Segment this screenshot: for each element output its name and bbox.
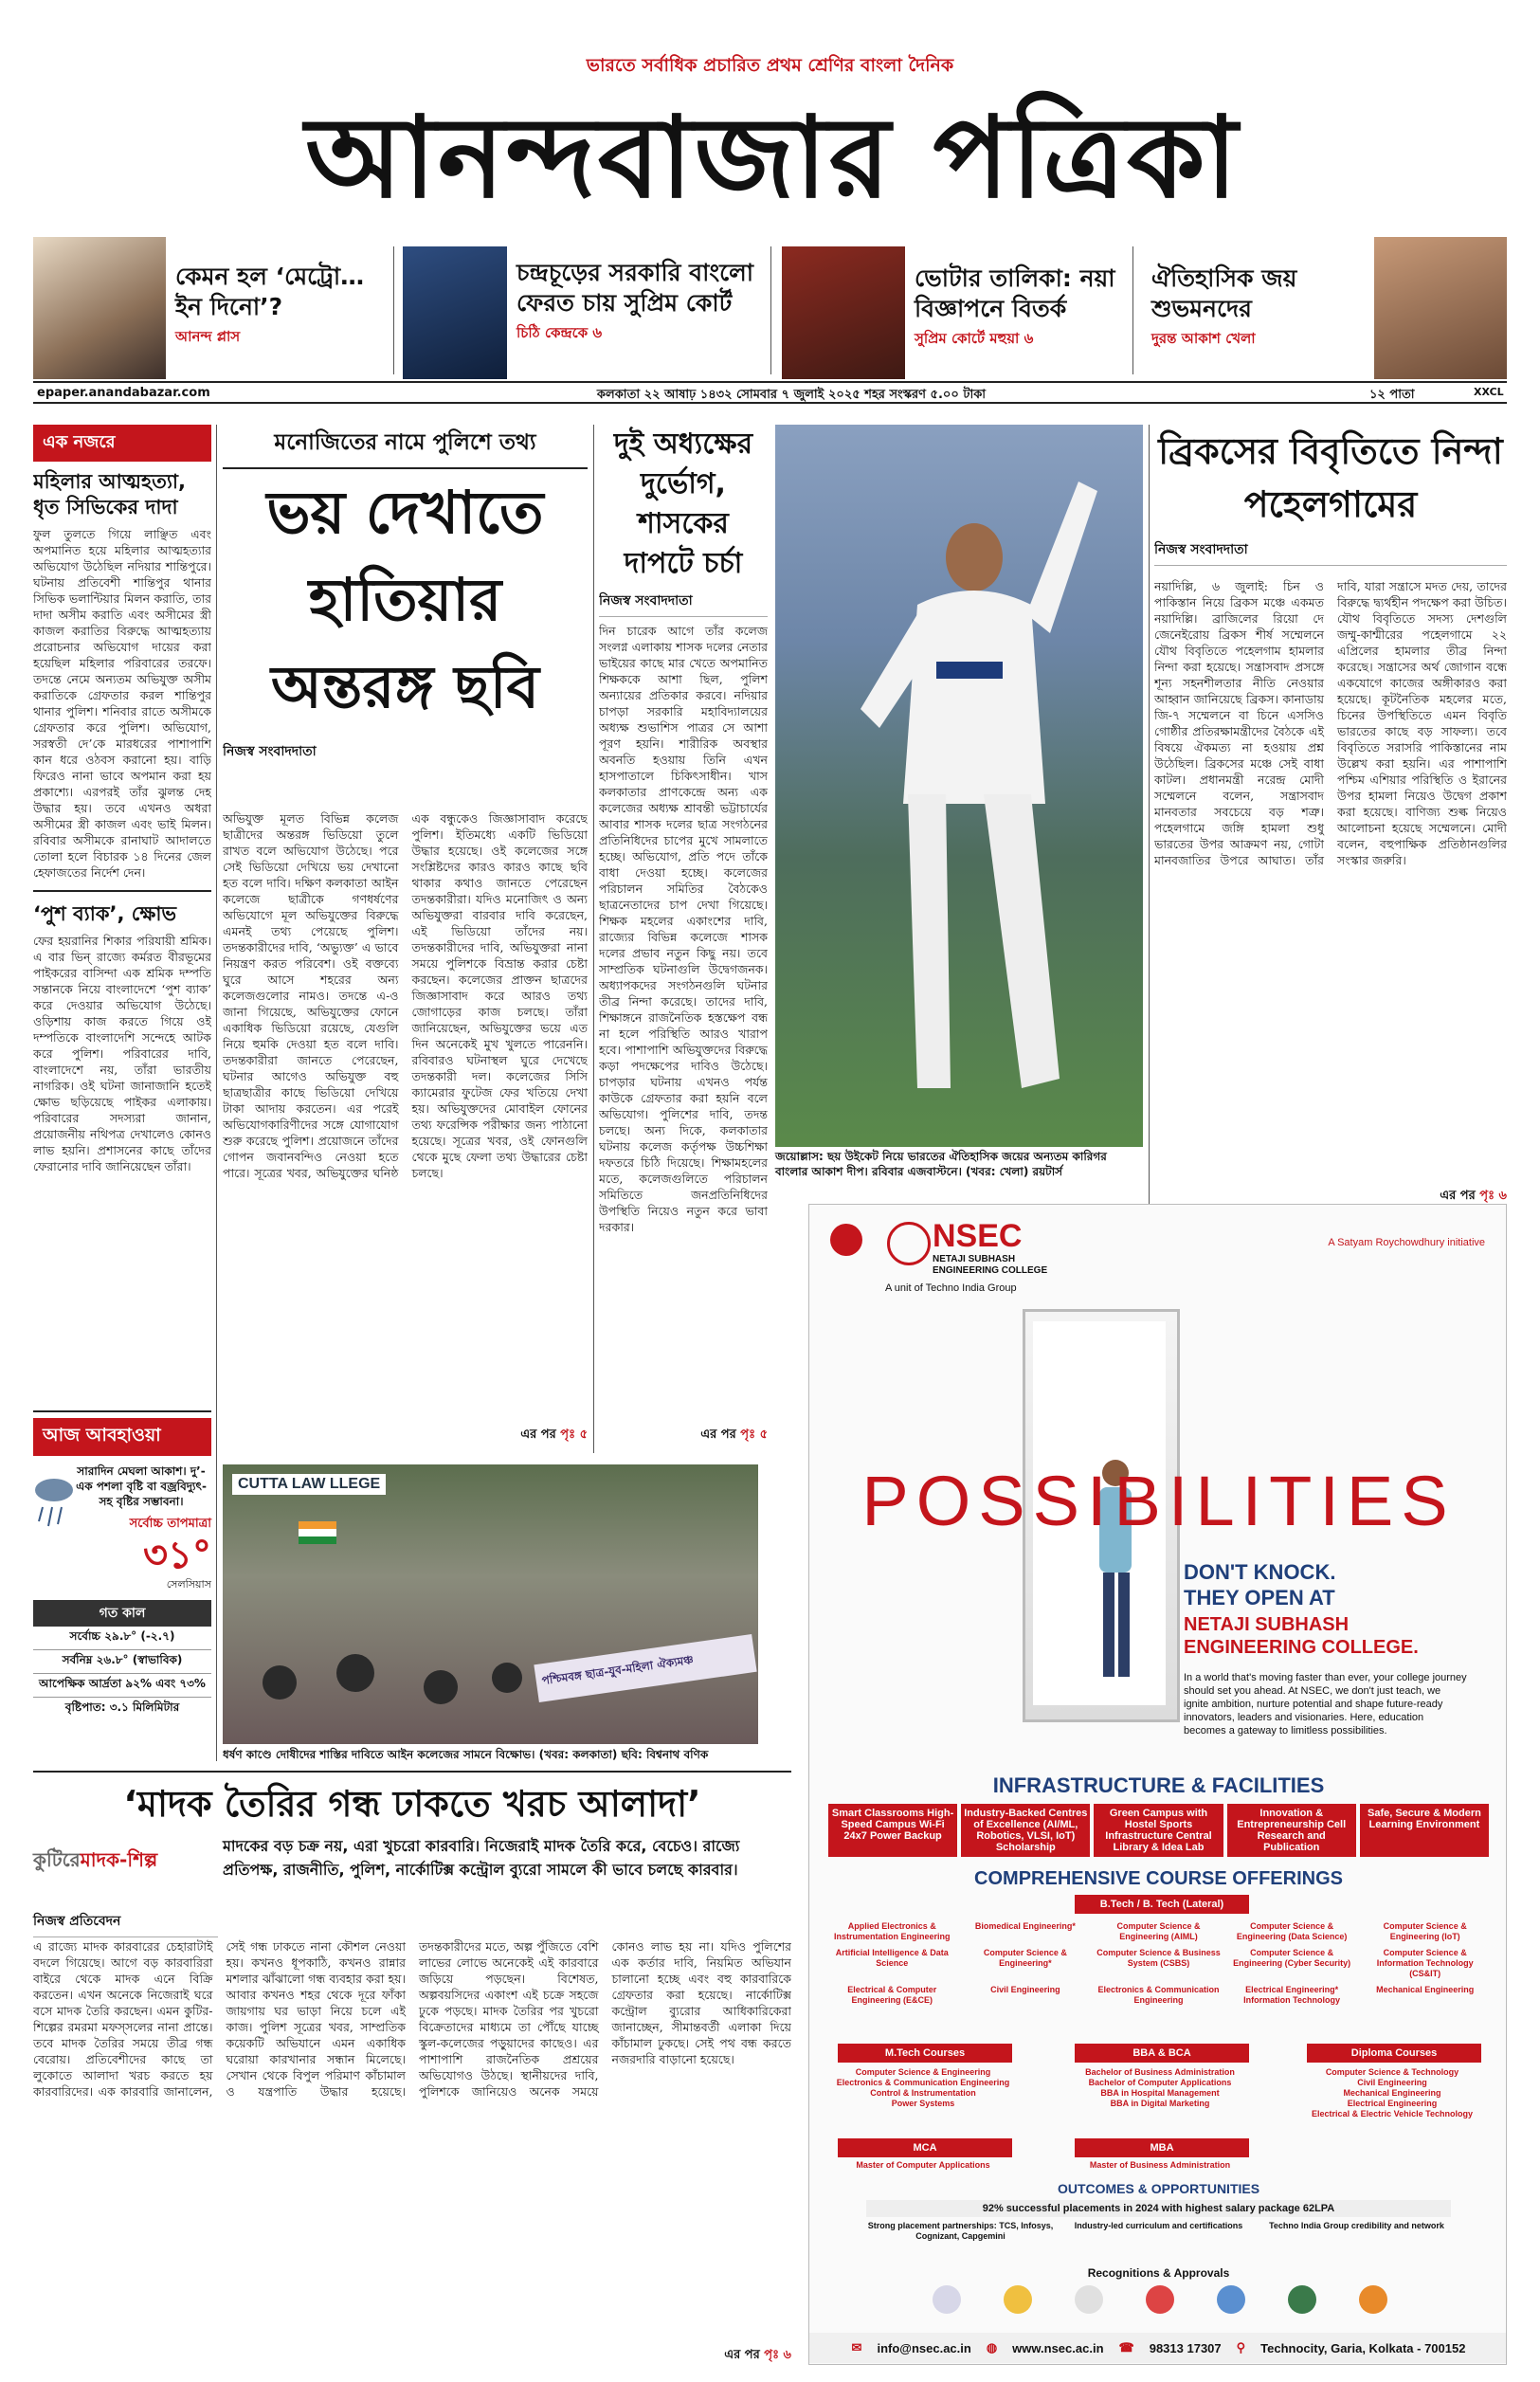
teaser-4[interactable] (1142, 237, 1507, 379)
mtech-course: Control & Instrumentation (870, 2088, 976, 2098)
brics-headline: ব্রিকসের বিবৃতিতে নিন্দা পহেলগামের (1158, 430, 1503, 525)
globe-icon: ◍ (986, 2340, 998, 2355)
teaser-strip (33, 237, 1507, 379)
weather-box (33, 1410, 211, 1761)
mtech-course: Computer Science & Engineering (855, 2067, 991, 2077)
drug-continue-page: পৃঃ ৬ (764, 2348, 791, 2362)
second-continue-label: এর পর (700, 1427, 736, 1442)
teaser-4-photo (1374, 237, 1507, 379)
approval-logo-icon (1288, 2285, 1316, 2314)
bba-list (1065, 2067, 1255, 2109)
mtech-list (828, 2067, 1018, 2109)
protest-photo (223, 1464, 758, 1744)
mba-course: Master of Business Administration (1089, 2160, 1231, 2170)
infra-title: INFRASTRUCTURE & FACILITIES (992, 1773, 1325, 1797)
weather-row: সর্বনিম্ন ২৬.৮° (স্বাভাবিক) (33, 1650, 211, 1674)
diploma-course: Computer Science & Technology (1325, 2067, 1459, 2077)
ad-contact (809, 2333, 1507, 2363)
college-signboard: CUTTA LAW LLEGE (232, 1474, 386, 1495)
mtech-course: Electronics & Communication Engineering (836, 2078, 1010, 2087)
phone-icon: ☎ (1118, 2340, 1134, 2355)
max-temp-label: সর্বোচ্চ তাপমাত্রা (129, 1517, 211, 1531)
contact-phone[interactable]: 98313 17307 (1149, 2340, 1222, 2355)
ad-cta-1: DON'T KNOCK. (1184, 1560, 1336, 1584)
teaser-2[interactable] (403, 237, 763, 379)
max-temp: ৩১° (143, 1534, 211, 1577)
size-label: XXCL (1474, 386, 1504, 398)
btech-course: Computer Science & Business System (CSBS) (1096, 1948, 1221, 1968)
outcome-item: Techno India Group credibility and network (1269, 2221, 1444, 2230)
masthead-title: আনন্দবাজার পত্রিকা (305, 92, 1240, 223)
weather-label: আজ আবহাওয়া (33, 1418, 211, 1456)
brics-body: নয়াদিল্লি, ৬ জুলাই: চিন ও পাকিস্তান নিয়ে ব্রিকস মঞ্চে একমত নয়াদিল্লি। ব্রাজিলের রিয়ো দে জেনেইরোয় ব্রিকস শীর্ষ সম্মেলনে যৌথ বিবৃতিতে পহেলগাম হামলার নিন্দা করা হয়েছে। সন্ত্রাসবাদ প্রসঙ্গে শূন্য সহনশীলতার নীতি নেওয়ার আহ্বান জানিয়েছে ব্রিকস। কানাডায় জি-৭ সম্মেলনে বা চিনে এসসিও গোষ্ঠীর প্রতিরক্ষামন্ত্রীদের বৈঠকে এই বিষয়ে ঐকমত্য না হওয়ায় প্রশ্ন উঠেছিল। ব্রিকসের মঞ্চে সেই বাধা কাটল। প্রধানমন্ত্রী নরেন্দ্র মোদী সম্মেলনে বলেন, সন্ত্রাসবাদ মানবতার সবচেয়ে বড় শত্রু। পহেলগামে জঙ্গি হামলা শুধু ভারতের উপর আক্রমণ নয়, গোটা মানবজাতির উপরে আঘাত। তাঁর দাবি, যারা সন্ত্রাসে মদত দেয়, তাদের বিরুদ্ধে দ্ব্যর্থহীন পদক্ষেপ করা উচিত। যৌথ বিবৃতিতে সদস্য দেশগুলি জম্মু-কাশ্মীরের পহেলগামে ২২ এপ্রিলের হামলার তীব্র নিন্দা করেছে। সন্ত্রাসের অর্থ জোগান বন্ধে একযোগে কাজের অঙ্গীকারও করা হয়েছে। কূটনৈতিক মহলের মতে, চিনের উপস্থিতিতে এমন বিবৃতি ভারতের কাছে বড় সাফল্য। তবে বিবৃতিতে সরাসরি পাকিস্তানের নাম উল্লেখ করা হয়নি। এর পাশাপাশি পশ্চিম এশিয়ার পরিস্থিতি ও ইরানের উপর হামলা নিয়েও উদ্বেগ প্রকাশ করা হয়েছে। বাণিজ্য শুল্ক নিয়েও আলোচনা হয়েছে সম্মেলনে। মোদী বলেন, বহুপাক্ষিক প্রতিষ্ঠানগুলির সংস্কার জরুরি। (1154, 579, 1507, 867)
btech-course: Computer Science & Engineering (Cyber Security) (1233, 1948, 1351, 1968)
bba-course: Bachelor of Computer Applications (1088, 2078, 1232, 2087)
brics-continue-page: পৃঃ ৬ (1479, 1189, 1507, 1203)
lead-continue[interactable] (223, 1426, 588, 1446)
second-continue[interactable] (599, 1426, 768, 1446)
teaser-1-photo (33, 237, 166, 379)
teaser-4-section: দুরন্ত আকাশ খেলা (1151, 330, 1256, 347)
weather-row: সর্বোচ্চ ২৯.৮° (-২.৭) (33, 1627, 211, 1650)
drug-continue-label: এর পর (724, 2348, 760, 2362)
btech-course: Mechanical Engineering (1376, 1985, 1475, 1994)
contact-web[interactable]: www.nsec.ac.in (1012, 2340, 1104, 2355)
diploma-label[interactable]: Diploma Courses (1307, 2044, 1481, 2063)
infra-item: Smart Classrooms High-Speed Campus Wi-Fi 24x7 Power Backup (828, 1804, 957, 1857)
outcomes-row (866, 2221, 1451, 2242)
nsec-brand-sub-2: ENGINEERING COLLEGE (933, 1265, 1048, 1276)
drug-headline: ‘মাদক তৈরির গন্ধ ঢাকতে খরচ আলাদা’ (123, 1783, 701, 1825)
diploma-list (1297, 2067, 1487, 2119)
approval-logo-icon (933, 2285, 961, 2314)
lead-headline-line-2: হাতিয়ার (308, 565, 502, 634)
weather-row: আপেক্ষিক আর্দ্রতা ৯২% এবং ৭৩% (33, 1674, 211, 1698)
lead-continue-label: এর পর (520, 1427, 556, 1442)
protest-caption: ধর্ষণ কাণ্ডে দোষীদের শাস্তির দাবিতে আইন কলেজের সামনে বিক্ষোভ। (খবর: কলকাতা) ছবি: বিশ্বনাথ বণিক (223, 1748, 709, 1761)
website-link[interactable]: epaper.anandabazar.com (37, 386, 210, 400)
diploma-course: Electrical Engineering (1347, 2099, 1438, 2108)
cricket-photo (775, 425, 1143, 1147)
lead-byline: নিজস্ব সংবাদদাতা (223, 744, 317, 759)
drug-deck: মাদকের বড় চক্র নয়, এরা খুচরো কারবারি। নিজেরাই মাদক তৈরি করে, বেচেও। রাজ্যে প্রতিপক্ষ, রাজনীতি, পুলিশ, নার্কোটিক্স কন্ট্রোল ব্যুরো সামলে কী ভাবে চলছে কারবার। (223, 1837, 740, 1879)
lead-headline-line-1: ভয় দেখাতে (266, 478, 544, 547)
teaser-3-photo (782, 246, 905, 379)
diploma-course: Mechanical Engineering (1343, 2088, 1441, 2098)
nsec-unit: A unit of Techno India Group (885, 1282, 1017, 1294)
approval-logo-icon (1359, 2285, 1387, 2314)
recog-logos (933, 2285, 1387, 2319)
second-byline: নিজস্ব সংবাদদাতা (599, 590, 768, 617)
btech-course: Computer Science & Engineering (Data Science) (1236, 1921, 1348, 1941)
mtech-course: Power Systems (891, 2099, 955, 2108)
infra-row (828, 1804, 1489, 1857)
outcomes-text: 92% successful placements in 2024 with highest salary package 62LPA (866, 2200, 1451, 2217)
bba-course: BBA in Digital Marketing (1110, 2099, 1210, 2108)
mtech-label[interactable]: M.Tech Courses (838, 2044, 1012, 2063)
btech-grid (828, 1921, 1489, 2006)
bba-course: BBA in Hospital Management (1100, 2088, 1220, 2098)
outcomes-title: OUTCOMES & OPPORTUNITIES (1057, 2181, 1260, 2196)
ek-najare-headline-1: মহিলার আত্মহত্যা, ধৃত সিভিকের দাদা (33, 470, 186, 518)
second-headline: দুই অধ্যক্ষের দুর্ভোগ, শাসকের দাপটে চর্চা (613, 427, 753, 580)
infra-item: Green Campus with Hostel Sports Infrastructure Central Library & Idea Lab (1094, 1804, 1223, 1857)
approval-logo-icon (1075, 2285, 1103, 2314)
btech-course: Electrical & Computer Engineering (E&CE) (847, 1985, 937, 2005)
nsec-brand-sub-1: NETAJI SUBHASH (933, 1254, 1016, 1264)
drug-kicker-grey: কুটিরে (33, 1848, 81, 1871)
btech-course: Biomedical Engineering* (974, 1921, 1076, 1931)
mba-label[interactable]: MBA (1075, 2138, 1249, 2157)
outcome-item: Strong placement partnerships: TCS, Infosys, Cognizant, Capgemini (867, 2221, 1054, 2241)
btech-course: Computer Science & Information Technology (CS&IT) (1376, 1948, 1474, 1978)
email-icon: ✉ (851, 2340, 862, 2355)
teaser-2-title: চন্দ্রচূড়ের সরকারি বাংলো ফেরত চায় সুপ্রিম কোর্ট (516, 259, 754, 317)
nsec-advertisement[interactable] (808, 1204, 1507, 2365)
ad-cta-2: THEY OPEN AT (1184, 1586, 1335, 1609)
nsec-crest-icon (887, 1222, 931, 1265)
mca-label[interactable]: MCA (838, 2138, 1012, 2157)
teaser-1-section: আনন্দ প্লাস (175, 328, 241, 345)
teaser-2-photo (403, 246, 507, 379)
btech-course: Applied Electronics & Instrumentation Engineering (834, 1921, 951, 1941)
teaser-1[interactable] (33, 237, 386, 379)
teaser-1-title: কেমন হল ‘মেট্রো… ইন দিনো’? (175, 263, 365, 320)
temp-unit: সেলসিয়াস (166, 1578, 211, 1591)
nsec-brand: NSEC (933, 1218, 1023, 1254)
outcome-item: Industry-led curriculum and certifications (1074, 2221, 1243, 2230)
ad-cta-4: ENGINEERING COLLEGE. (1184, 1637, 1419, 1658)
ad-blurb: In a world that's moving faster than ever, your college journey should set you ahead. At NSEC, we don't just teach, we ignite ambition, nurture potential and shape future-ready innovators, leaders and visionaries. Here, education becomes a gateway to limitless possibilities. (1184, 1672, 1467, 1736)
ek-najare-body-2: ফের হয়রানির শিকার পরিযায়ী শ্রমিক। এ বার ভিন্‌ রাজ্যে কর্মরত বীরভূমের পাইকরের বাসিন্দা এক শ্রমিক দম্পতি সন্তানকে নিয়ে বাংলাদেশে ‘পুশ ব্যাক’ করে দেওয়ার অভিযোগ উঠেছে। ওড়িশায় কাজ করতে গিয়ে ওই দম্পতিকে বাংলাদেশি সন্দেহে আটক করে পুলিশ। পরিবারের দাবি, বাংলাদেশে নয়, তাঁরা ভারতীয় নাগরিক। ওই ঘটনা জানাজানি হতেই ক্ষোভ ছড়িয়েছে পাইকর এলাকায়। পরিবারের সদস্যরা জানান, প্রয়োজনীয় নথিপত্র দেখালেও কোনও লাভ হয়নি। প্রশাসনের কাছে তাঁদের ফেরানোর দাবি জানিয়েছেন তাঁরা। (33, 934, 211, 1173)
infra-item: Safe, Secure & Modern Learning Environment (1360, 1804, 1489, 1857)
bba-course: Bachelor of Business Administration (1085, 2067, 1235, 2077)
teaser-3-section: সুপ্রিম কোর্টে মহুয়া ৬ (915, 330, 1034, 347)
drug-continue[interactable] (33, 2346, 791, 2366)
bba-label[interactable]: BBA & BCA (1075, 2044, 1249, 2063)
edition-line: কলকাতা ২২ আষাঢ় ১৪৩২ সোমবার ৭ জুলাই ২০২৫ শহর সংস্করণ ৫.০০ টাকা (596, 388, 987, 402)
brics-byline: নিজস্ব সংবাদদাতা (1154, 538, 1507, 566)
brics-continue-label: এর পর (1440, 1189, 1476, 1203)
ek-najare-body-1: ফুল তুলতে গিয়ে লাঞ্ছিত এবং অপমানিত হয়ে মহিলার আত্মহত্যার অভিযোগ উঠেছিল নদিয়ার শান্তিপুরে। ঘটনায় প্রতিবেশী শান্তিপুর থানার সিভিক ভলান্টিয়ার মিলন করাতি, তার দাদা অসীম করাতি এবং অসীমের স্ত্রী কাজল করাতির বিরুদ্ধে আত্মহত্যায় প্ররোচনার অভিযোগ দায়ের করা হয়েছিল মহিলার পরিবারের তরফে। তদন্তে নেমে অন্যতম অভিযুক্ত অসীম করাতিকে গ্রেফতার করল শান্তিপুর থানার পুলিশ। শনিবার রাতে অসীমকে গ্রেফতার করে পুলিশ। অভিযোগ, সরস্বতী দে’কে মারধরের পাশাপাশি কান ধরে ওঠবস করানো হয়। বাড়ি ফিরেও নানা ভাবে অপমান করা হয় প্রকাশ্যে। এরপরই তাঁর ঝুলন্ত দেহ উদ্ধার হয়। তবে এখনও অধরা অসীমের স্ত্রী কাজল এবং ভাই মিলন। রবিবার অসীমকে রানাঘাট আদালতে তোলা হলে বিচারক ১৪ দিনের জেল হেফাজতের নির্দেশ দেন। (33, 527, 211, 880)
ek-najare-label: এক নজরে (33, 425, 211, 462)
page-count: ১২ পাতা (1369, 388, 1415, 402)
location-icon: ⚲ (1236, 2340, 1246, 2355)
weather-row: বৃষ্টিপাত: ৩.১ মিলিমিটার (64, 1700, 180, 1714)
cloud-icon (33, 1469, 75, 1545)
btech-course: Artificial Intelligence & Data Science (835, 1948, 949, 1968)
ek-najare-headline-2: ‘পুশ ব্যাক’, ক্ষোভ (33, 902, 177, 925)
lead-headline-line-3: অন্তরঙ্গ ছবি (270, 652, 540, 721)
approval-logo-icon (1004, 2285, 1032, 2314)
second-story[interactable] (599, 425, 768, 1453)
contact-email[interactable]: info@nsec.ac.in (877, 2340, 971, 2355)
drug-byline: নিজস্ব প্রতিবেদন (33, 1910, 218, 1937)
teaser-3-title: ভোটার তালিকা: নয়া বিজ্ঞাপনে বিতর্ক (915, 264, 1115, 322)
btech-course: Computer Science & Engineering* (983, 1948, 1067, 1968)
approval-logo-icon (1217, 2285, 1245, 2314)
mca-course: Master of Computer Applications (856, 2160, 990, 2170)
ad-cta-3: NETAJI SUBHASH (1184, 1614, 1350, 1635)
drug-kicker (33, 1846, 218, 1878)
lead-headline (223, 469, 588, 731)
dateline-bar (33, 381, 1507, 404)
btech-course: Computer Science & Engineering (AIML) (1116, 1921, 1201, 1941)
nsec-logo-icon (830, 1224, 862, 1256)
masthead-tagline: ভারতে সর্বাধিক প্রচারিত প্রথম শ্রেণির বাংলা দৈনিক (586, 55, 954, 76)
infra-item: Innovation & Entrepreneurship Cell Research and Publication (1227, 1804, 1356, 1857)
drug-kicker-red: মাদক-শিল্প (80, 1848, 158, 1871)
contact-address: Technocity, Garia, Kolkata - 700152 (1260, 2340, 1466, 2355)
infra-item: Industry-Backed Centres of Excellence (AI/ML, Robotics, VLSI, IoT) Scholarship (961, 1804, 1090, 1857)
cricket-caption: জয়োল্লাস: ছয় উইকেট নিয়ে ভারতের ঐতিহাসিক জয়ের অন্যতম কারিগর বাংলার আকাশ দীপ। রবিবার এজবাস্টনে। (খবর: খেলা) রয়টার্স (775, 1150, 1107, 1178)
teaser-4-title: ঐতিহাসিক জয় শুভমনদের (1151, 264, 1297, 322)
ek-najare-section (33, 425, 211, 1410)
btech-course: Electrical Engineering* Information Technology (1243, 1985, 1341, 2005)
ad-hero: POSSIBILITIES (861, 1462, 1456, 1540)
nsec-initiative: A Satyam Roychowdhury initiative (1328, 1237, 1485, 1248)
teaser-2-section: চিঠি কেন্দ্রকে ৬ (516, 324, 603, 341)
diploma-course: Civil Engineering (1357, 2078, 1427, 2087)
course-title: COMPREHENSIVE COURSE OFFERINGS (974, 1868, 1343, 1889)
lead-kicker: মনোজিতের নামে পুলিশে তথ্য (223, 425, 588, 469)
lead-continue-page: পৃঃ ৫ (560, 1427, 588, 1442)
lead-body: অভিযুক্ত মূলত বিভিন্ন কলেজ ছাত্রীদের অন্তরঙ্গ ভিডিয়ো তুলে রাখত বলে অভিযোগ উঠেছে। পরে সেই ভিডিয়ো দেখিয়ে ভয় দেখানো হত বলে দাবি। দক্ষিণ কলকাতা আইন কলেজে ছাত্রীকে গণধর্ষণের অভিযোগে মূল অভিযুক্তের বিরুদ্ধে এমনই তথ্য পেয়েছে পুলিশ। তদন্তকারীদের দাবি, ‘অভ্যুক্ত’ এ ভাবে নিয়ন্ত্রণ করত পরিবেশ। ওই বক্তব্যে ঘুরে আসে শহরের অন্য কলেজগুলোর নামও। তদন্তে এ-ও জানা গিয়েছে, অভিযুক্তের ফোনে একাধিক ভিডিয়ো রয়েছে, যেগুলি নিয়ে হুমকি দেওয়া হত বলে দাবি। তদন্তকারীরা জানতে পেরেছেন, ঘটনার আগেও অভিযুক্ত বহু ছাত্রছাত্রীর কাছে ভিডিয়ো দেখিয়ে টাকা আদায় করতেন। এর পরেই অভিযোগকারিণীদের সঙ্গে যোগাযোগ শুরু করেছে পুলিশ। প্রয়োজনে তাঁদের গোপন জবানবন্দিও নেওয়া হতে পারে। সূত্রের খবর, অভিযুক্তের ঘনিষ্ঠ এক বন্ধুকেও জিজ্ঞাসাবাদ করেছে পুলিশ। ইতিমধ্যে একটি ভিডিয়ো উদ্ধার হয়েছে। ওই কলেজের সঙ্গে সংশ্লিষ্টদের কারও কারও কাছে ছবি থাকার কথাও জানতে পেরেছেন তদন্তকারীরা। যদিও মনোজিৎ ও অন্য অভিযুক্তরা বারবার দাবি করেছেন, এই ভিডিয়ো তাঁদের নয়। তদন্তকারীদের দাবি, অভিযুক্তরা নানা সময়ে পুলিশকে বিভ্রান্ত করার চেষ্টা করছেন। কলেজের প্রাক্তন ছাত্রদের জিজ্ঞাসাবাদ করে আরও তথ্য জোগাড়ের কাজ চলছে। তাঁরা জানিয়েছেন, অভিযুক্তের ভয়ে এত দিন অনেকেই মুখ খুলতে পারেননি। রবিবারও ঘটনাস্থল ঘুরে দেখেছে তদন্তকারী দল। কলেজের সিসি ক্যামেরার ফুটেজ ফের খতিয়ে দেখা হয়। অভিযুক্তদের মোবাইল ফোনের তথ্য ফরেন্সিক পরীক্ষার জন্য পাঠানো হয়েছে। সূত্রের খবর, ওই ফোনগুলি থেকে মুছে ফেলা তথ্য উদ্ধারের চেষ্টা চলছে। (223, 811, 588, 1180)
approval-logo-icon (1146, 2285, 1174, 2314)
protest-banner: পশ্চিমবঙ্গ ছাত্র-যুব-মহিলা ঐক্যমঞ্চ (534, 1634, 756, 1702)
btech-course: Computer Science & Engineering (IoT) (1383, 1921, 1467, 1941)
yesterday-label: গত কাল (33, 1600, 211, 1627)
drug-body: এ রাজ্যে মাদক কারবারের চেহারাটাই বদলে গিয়েছে। আগে বড় কারবারিরা বাইরে থেকে মাদক এনে বিক্রি করতেন। এখন অনেকে নিজেরাই ঘরে বসে মাদক তৈরি করছেন। এমন কুটির-শিল্পের রমরমা মফস্সলের নানা প্রান্তে। তবে মাদক তৈরির সময়ে তীব্র গন্ধ বেরোয়। প্রতিবেশীদের কাছে তা লুকোতে আলাদা খরচ করতে হয় কারবারিদের। এক কারবারি জানালেন, সেই গন্ধ ঢাকতে নানা কৌশল নেওয়া হয়। কখনও ধূপকাঠি, কখনও রান্নার মশলার ঝাঁঝালো গন্ধ ব্যবহার করা হয়। আবার কখনও শহর থেকে দূরে ফাঁকা জায়গায় ঘর ভাড়া নিয়ে চলে এই কাজ। পুলিশ সূত্রের খবর, সাম্প্রতিক কয়েকটি অভিযানে এমন একাধিক ঘরোয়া কারখানার সন্ধান মিলেছে। সেখান থেকে বিপুল পরিমাণ কাঁচামাল ও যন্ত্রপাতি উদ্ধার হয়েছে। তদন্তকারীদের মতে, অল্প পুঁজিতে বেশি লাভের লোভে অনেকেই এই কারবারে জড়িয়ে পড়ছেন। বিশেষত, অল্পবয়সিদের একাংশ এই চক্রে সহজে ঢুকে পড়ছে। মাদক তৈরির পর খুচরো বিক্রেতাদের মাধ্যমে তা পৌঁছে যাচ্ছে স্কুল-কলেজের পড়ুয়াদের কাছেও। এর পাশাপাশি রাজনৈতিক প্রশ্রয়ের অভিযোগও উঠছে। স্থানীয়দের দাবি, পুলিশকে জানিয়েও অনেক সময়ে কোনও লাভ হয় না। যদিও পুলিশের এক কর্তার দাবি, নিয়মিত অভিযান চালানো হচ্ছে এবং বহু কারবারিকে গ্রেফতার করা হয়েছে। নার্কোটিক্স কন্ট্রোল ব্যুরোর আধিকারিকেরা জানাচ্ছেন, সীমান্তবর্তী এলাকা দিয়ে কাঁচামাল ঢুকছে। সেই পথ বন্ধ করতে নজরদারি বাড়ানো হয়েছে। (33, 1939, 791, 2099)
btech-course: Electronics & Communication Engineering (1097, 1985, 1220, 2005)
btech-course: Civil Engineering (990, 1985, 1060, 1994)
teaser-3[interactable] (782, 237, 1161, 379)
second-continue-page: পৃঃ ৫ (740, 1427, 768, 1442)
weather-forecast: সারাদিন মেঘলা আকাশ। দু’-এক পশলা বৃষ্টি বা বজ্রবিদ্যুৎ-সহ বৃষ্টির সম্ভাবনা। (76, 1464, 207, 1508)
diploma-course: Electrical & Electric Vehicle Technology (1312, 2109, 1473, 2118)
second-body: দিন চারেক আগে তাঁর কলেজ সংলগ্ন এলাকায় শাসক দলের নেতার ভাইয়ের কাছে মার খেতে অপমানিত শিক্ষককে আশা ছিল, পুলিশ অন্যায়ের প্রতিকার করবে। নদিয়ার চাপড়া সরকারি মহাবিদ্যালয়ের অধ্যক্ষ শুভাশিস পাত্রর সে আশা পূরণ হয়নি। শারীরিক অবস্থার অবনতি হওয়ায় তিনি এখন হাসপাতালে চিকিৎসাধীন। খাস কলকাতার প্রাণকেন্দ্রে অন্য এক কলেজের অধ্যক্ষ শ্রাবন্তী ভট্টাচার্যের আবার শাসক দলের ছাত্র সংগঠনের প্রতিনিধিদের চাপের মুখে সামলাতে হচ্ছে। অভিযোগ, প্রতি পদে তাঁকে বাধা দেওয়া হচ্ছে। কলেজের পরিচালন সমিতির বৈঠকেও ছাত্রনেতাদের চাপ দেখা গিয়েছে। শিক্ষক মহলের একাংশের দাবি, রাজ্যের বিভিন্ন কলেজে শাসক দলের প্রভাব নতুন কিছু নয়। তবে সাম্প্রতিক ঘটনাগুলি উদ্বেগজনক। অধ্যাপকদের সংগঠনগুলি ঘটনার তীব্র নিন্দা করেছে। তাদের দাবি, শিক্ষাঙ্গনে রাজনৈতিক হস্তক্ষেপ বন্ধ না হলে পরিস্থিতি আরও খারাপ হবে। পাশাপাশি অভিযুক্তদের বিরুদ্ধে কড়া পদক্ষেপের দাবিও উঠেছে। চাপড়ার ঘটনায় এখনও পর্যন্ত কাউকে গ্রেফতার করা হয়নি বলে অভিযোগ। পুলিশের দাবি, তদন্ত চলছে। অন্য দিকে, কলকাতার ঘটনায় কলেজ কর্তৃপক্ষ উচ্চশিক্ষা দফতরে চিঠি দিয়েছে। শিক্ষামহলের মতে, কলেজগুলিতে পরিচালন সমিতিতে জনপ্রতিনিধিদের উপস্থিতি নিয়েও নতুন করে ভাবা দরকার। (599, 624, 768, 1234)
recog-title: Recognitions & Approvals (1087, 2266, 1230, 2280)
btech-label[interactable]: B.Tech / B. Tech (Lateral) (1075, 1895, 1249, 1914)
